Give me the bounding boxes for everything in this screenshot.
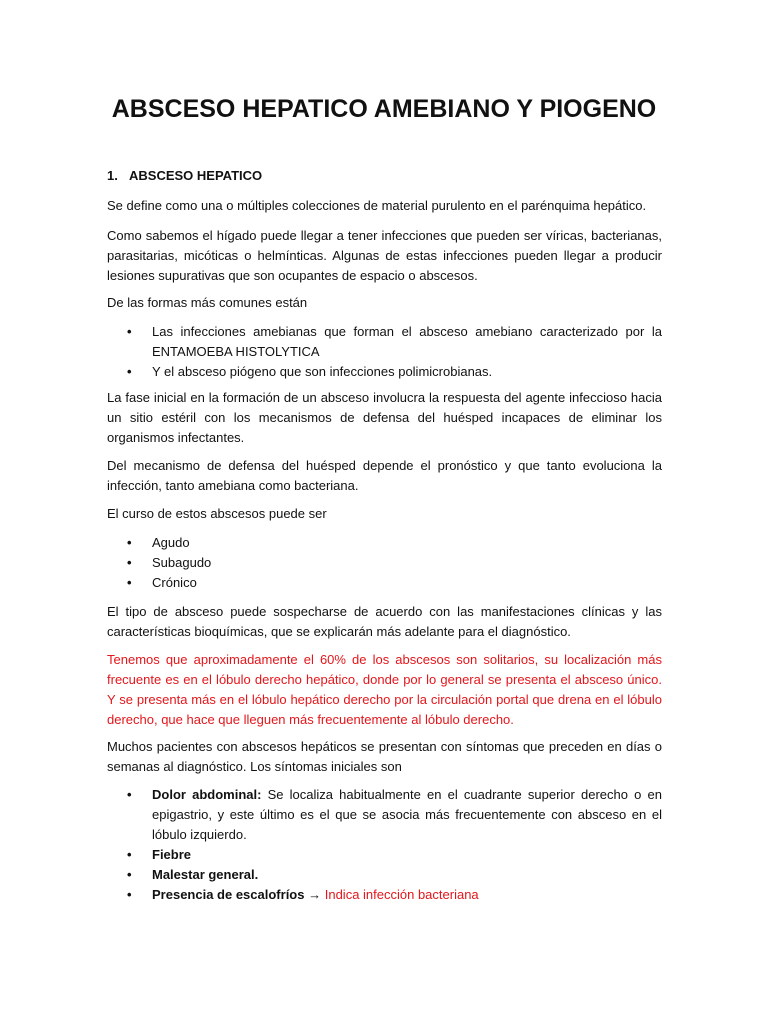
- bullet-icon: •: [127, 867, 132, 882]
- sintomas-list: [107, 785, 662, 905]
- paragraph-sintomas: Muchos pacientes con abscesos hepáticos se presentan con síntomas que preceden en días o semanas al diagnóstico. Los síntomas iniciales son: [107, 739, 662, 774]
- paragraph-definition: Se define como una o múltiples colecciones de material purulento en el parénquima hepático.: [107, 198, 647, 213]
- list-item: • Subagudo: [107, 553, 662, 573]
- bullet-icon: •: [127, 847, 132, 862]
- bullet-icon: •: [127, 575, 132, 590]
- paragraph-formas: De las formas más comunes están: [107, 295, 308, 310]
- curso-list: [107, 533, 662, 593]
- bullet-icon: •: [127, 887, 132, 902]
- list-item: • Presencia de escalofríos → Indica infección bacteriana: [107, 885, 662, 905]
- bullet-icon: •: [127, 364, 132, 379]
- list-item: • Malestar general.: [107, 865, 662, 885]
- section-heading-text: ABSCESO HEPATICO: [129, 168, 263, 183]
- paragraph-mecanismo: Del mecanismo de defensa del huésped depende el pronóstico y que tanto evoluciona la infección, tanto amebiana como bacteriana.: [107, 458, 662, 493]
- list-item: • Crónico: [107, 573, 662, 593]
- paragraph-highlight-red: Tenemos que aproximadamente el 60% de los abscesos son solitarios, su localización más frecuente es en el lóbulo derecho hepático, donde por lo general se presenta el absceso único. Y se presenta más en el lóbulo hepático derecho por la circulación portal que drena en el lóbulo derecho, que hace que lleguen más frecuentemente al lóbulo derecho.: [107, 652, 662, 727]
- arrow-right-icon: →: [308, 887, 322, 902]
- bullet-icon: •: [127, 324, 132, 339]
- formas-list: [107, 322, 662, 382]
- section-heading: [107, 166, 662, 186]
- paragraph-curso: El curso de estos abscesos puede ser: [107, 506, 327, 521]
- paragraph-tipo: El tipo de absceso puede sospecharse de acuerdo con las manifestaciones clínicas y las características bioquímicas, que se explicarán más adelante para el diagnóstico.: [107, 604, 662, 639]
- list-item: • Agudo: [107, 533, 662, 553]
- document-title: ABSCESO HEPATICO AMEBIANO Y PIOGENO: [111, 95, 657, 123]
- paragraph-fase: La fase inicial en la formación de un absceso involucra la respuesta del agente infeccioso hacia un sitio estéril con los mecanismos de defensa del huésped incapaces de eliminar los organismos infectantes.: [107, 390, 662, 445]
- list-item: • Las infecciones amebianas que forman el absceso amebiano caracterizado por la ENTAMOEBA HISTOLYTICA: [127, 324, 662, 359]
- list-item: • Dolor abdominal: Se localiza habitualmente en el cuadrante superior derecho o en epigastrio, y este último es el que se asocia más frecuentemente con absceso en el lóbulo izquierdo.: [127, 787, 662, 842]
- section-number: 1.: [107, 168, 118, 183]
- bullet-icon: •: [127, 787, 132, 802]
- bullet-icon: •: [127, 555, 132, 570]
- list-item: • Y el absceso piógeno que son infecciones polimicrobianas.: [107, 362, 662, 382]
- paragraph-infections: Como sabemos el hígado puede llegar a tener infecciones que pueden ser víricas, bacterianas, parasitarias, micóticas o helmínticas. Algunas de estas infecciones pueden llegar a producir lesiones supurativas que son ocupantes de espacio o abscesos.: [107, 228, 662, 283]
- list-item: • Fiebre: [107, 845, 662, 865]
- bullet-icon: •: [127, 535, 132, 550]
